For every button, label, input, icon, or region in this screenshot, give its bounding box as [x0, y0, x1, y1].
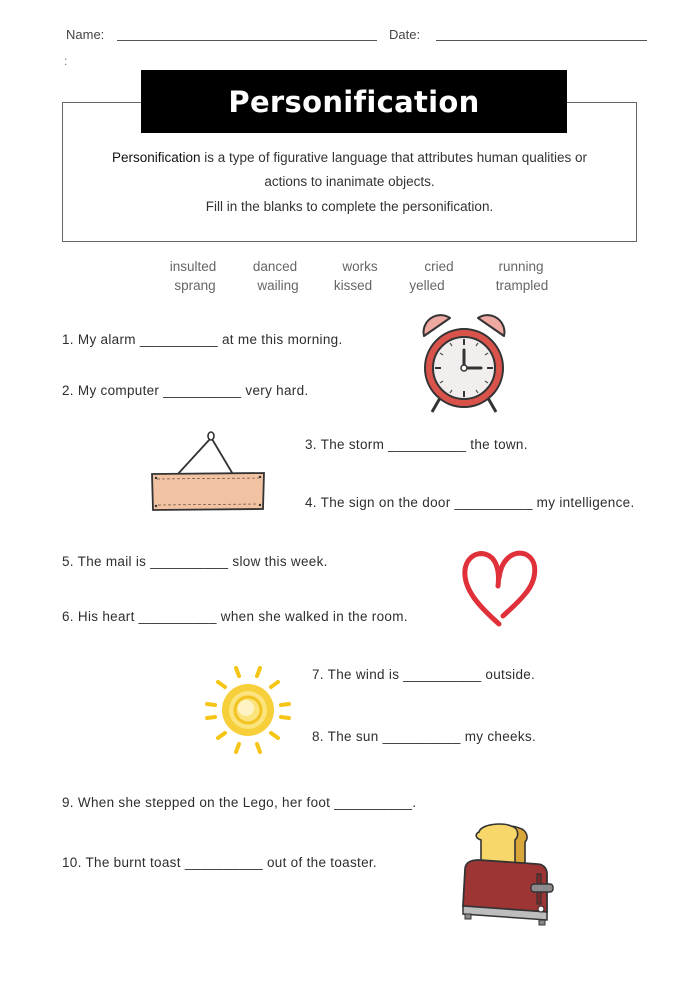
alarm-clock-icon	[418, 310, 510, 416]
word-bank-item: danced	[252, 259, 298, 274]
word-bank-item: wailing	[257, 278, 299, 293]
name-label: Name:	[66, 27, 105, 42]
word-bank-item: trampled	[495, 278, 549, 293]
page-title: Personification	[141, 70, 567, 133]
heart-icon	[459, 546, 541, 630]
question-6: 6. His heart __________ when she walked in the room.	[62, 609, 408, 624]
question-4: 4. The sign on the door __________ my intelligence.	[305, 495, 635, 510]
word-bank-item: yelled	[409, 278, 445, 293]
question-7: 7. The wind is __________ outside.	[312, 667, 536, 682]
word-bank-item: cried	[424, 259, 454, 274]
question-3: 3. The storm __________ the town.	[305, 437, 528, 452]
sun-icon	[202, 664, 294, 756]
question-10: 10. The burnt toast __________ out of the toaster.	[62, 855, 377, 870]
description-line-1: Personification is a type of figurative language that attributes human qualities or	[111, 150, 588, 165]
term: Personification	[111, 150, 201, 165]
description-line-2: actions to inanimate objects.	[264, 174, 435, 189]
word-bank-item: works	[342, 259, 378, 274]
stray-colon: :	[64, 54, 68, 68]
question-8: 8. The sun __________ my cheeks.	[312, 729, 536, 744]
question-9: 9. When she stepped on the Lego, her foot __________.	[62, 795, 417, 810]
toaster-icon	[455, 822, 557, 934]
name-field-line[interactable]	[117, 40, 377, 41]
question-5: 5. The mail is __________ slow this week.	[62, 554, 328, 569]
date-label: Date:	[389, 27, 421, 42]
hanging-sign-icon	[150, 430, 268, 514]
instructions: Fill in the blanks to complete the personification.	[205, 199, 494, 214]
word-bank-item: kissed	[333, 278, 373, 293]
date-field-line[interactable]	[436, 40, 647, 41]
question-1: 1. My alarm __________ at me this morning.	[62, 332, 343, 347]
word-bank-item: running	[498, 259, 544, 274]
word-bank-item: sprang	[174, 278, 216, 293]
question-2: 2. My computer __________ very hard.	[62, 383, 309, 398]
word-bank-item: insulted	[169, 259, 217, 274]
